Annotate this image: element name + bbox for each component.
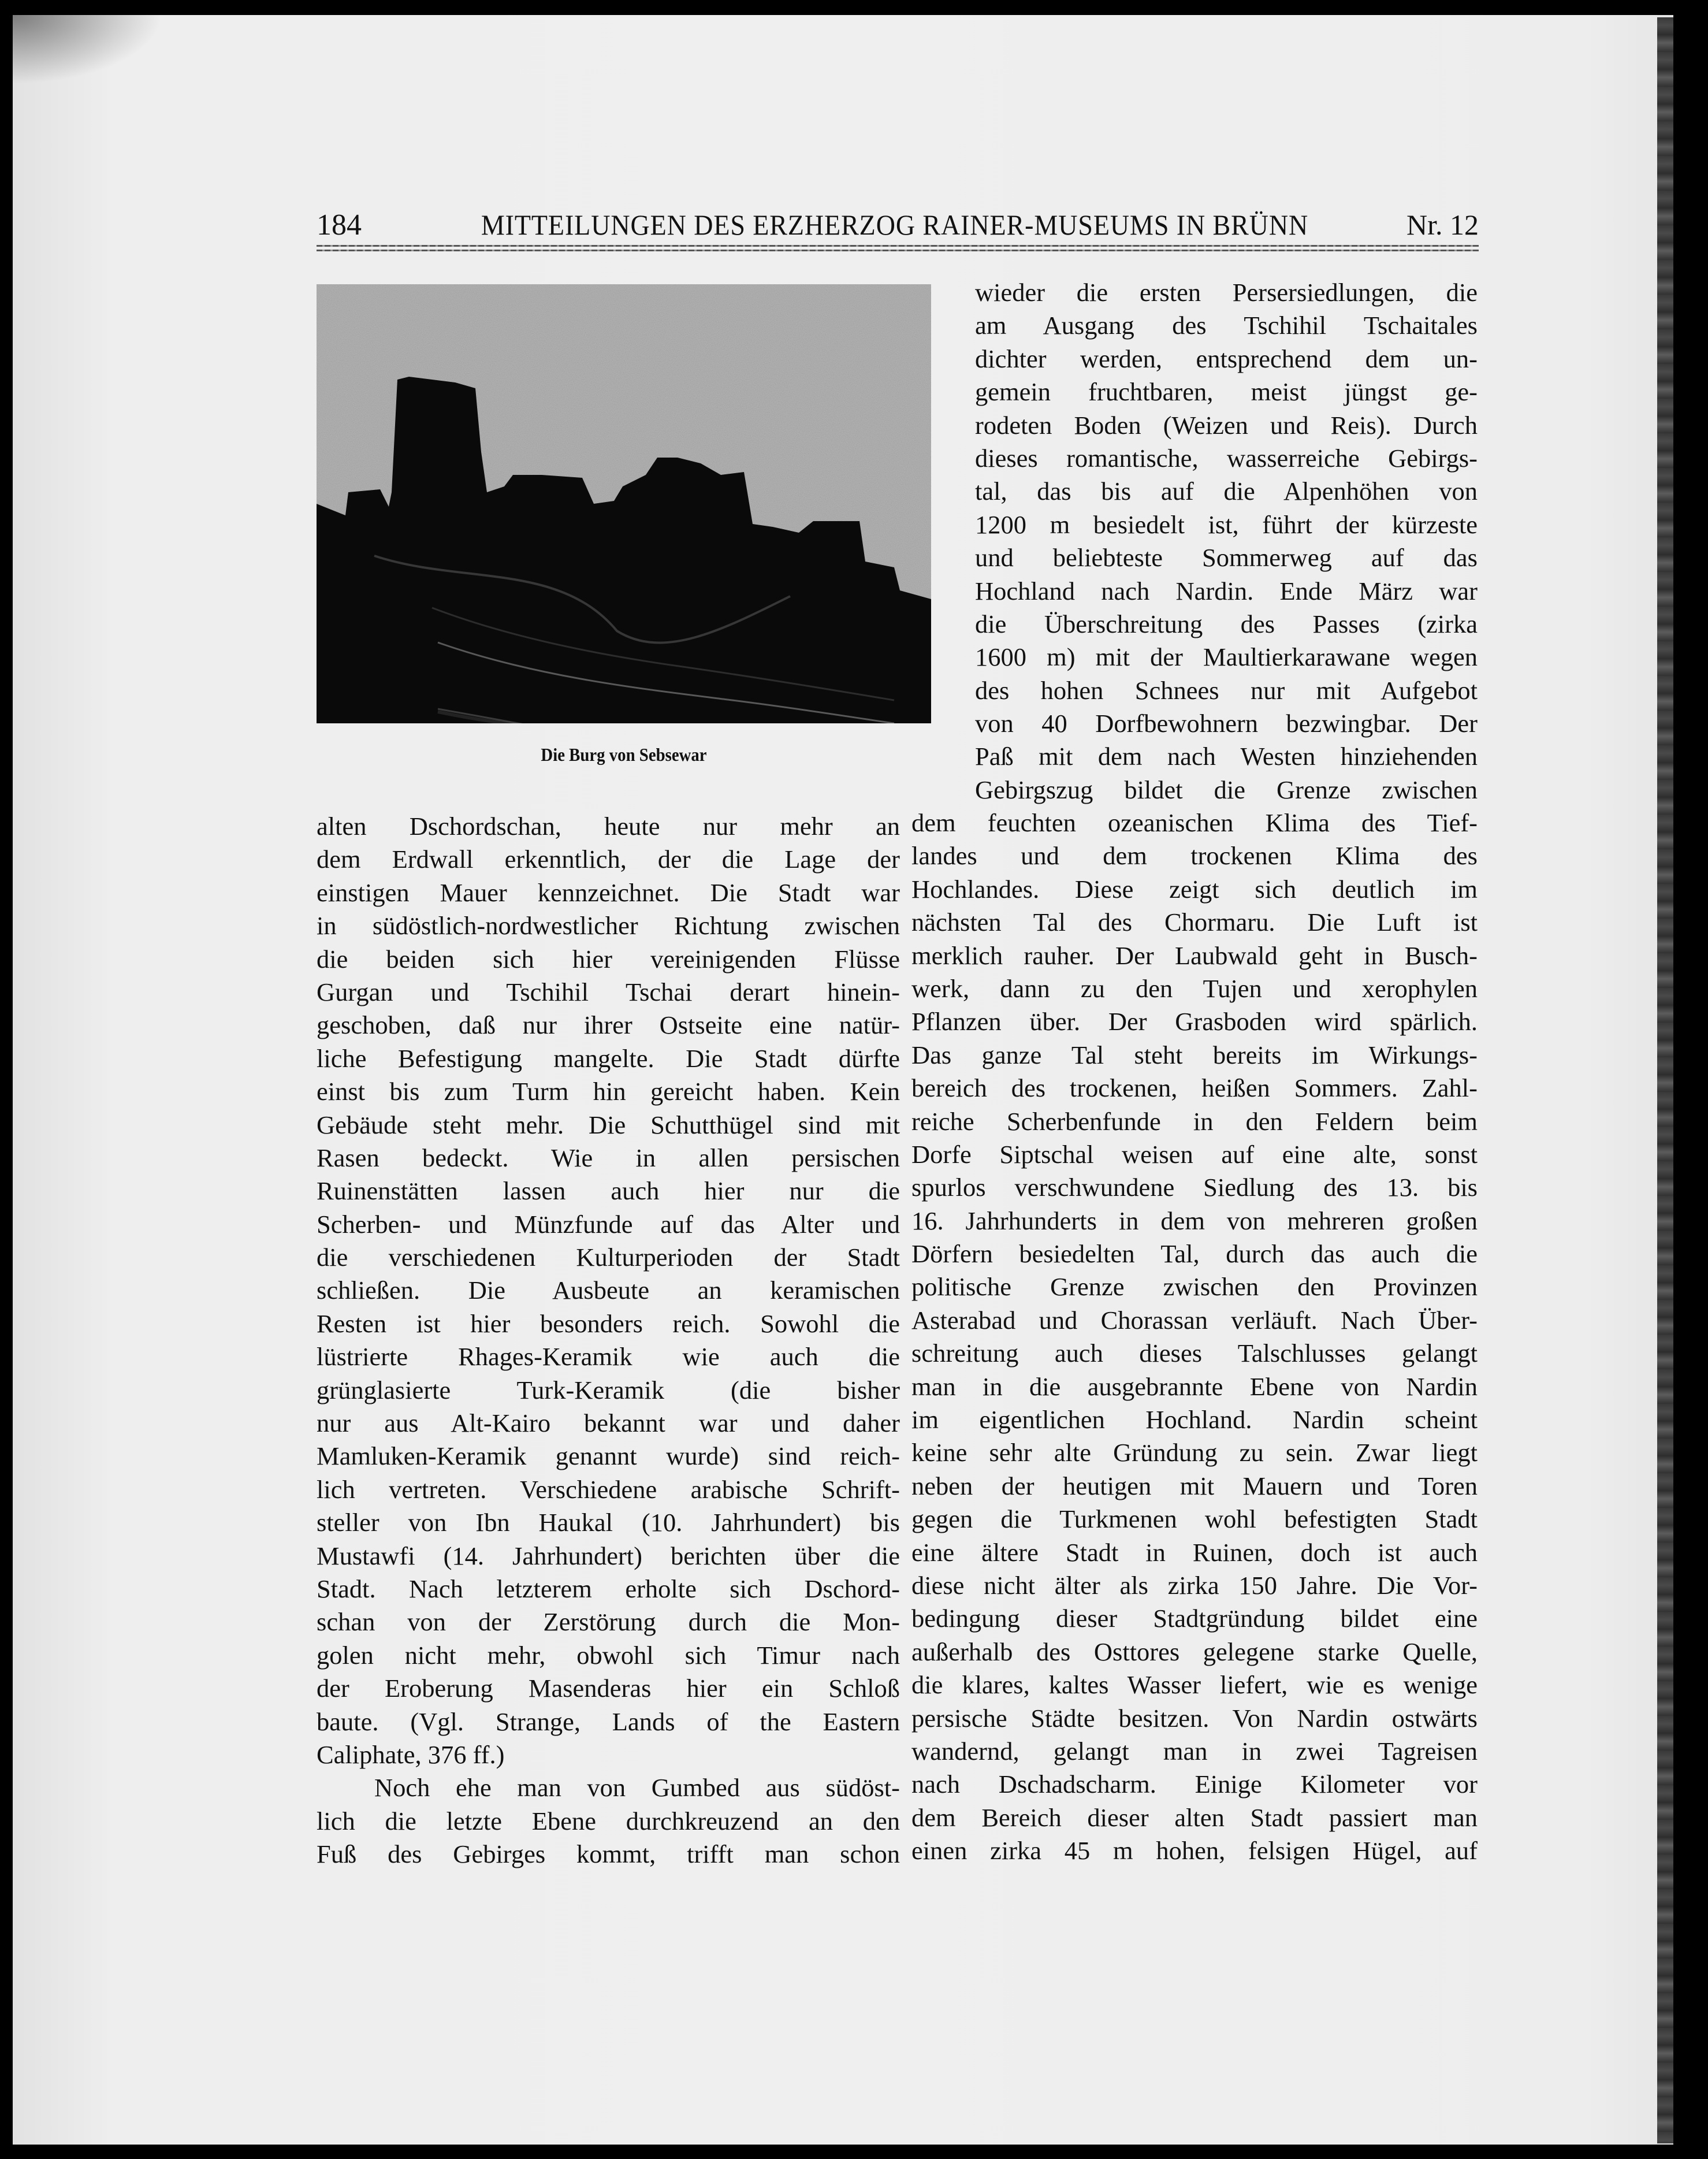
text-line: landes und dem trockenen Klima des	[911, 841, 1478, 871]
castle-photograph	[317, 284, 931, 723]
text-line: Hochlandes. Diese zeigt sich deutlich im	[911, 874, 1478, 904]
text-line: Caliphate, 376 ff.)	[317, 1740, 505, 1769]
text-line: politische Grenze zwischen den Provinzen	[911, 1272, 1478, 1302]
text-line: gegen die Turkmenen wohl befestigten Stadt	[911, 1504, 1478, 1534]
text-line: in südöstlich-nordwestlicher Richtung zwischen	[317, 911, 900, 941]
text-line: die Überschreitung des Passes (zirka	[975, 609, 1478, 638]
figure-caption: Die Burg von Sebsewar	[541, 744, 707, 765]
text-line: reiche Scherbenfunde in den Feldern beim	[911, 1106, 1478, 1136]
text-line: außerhalb des Osttores gelegene starke Quelle,	[911, 1637, 1478, 1666]
text-line: Stadt. Nach letzterem erholte sich Dschord-	[317, 1574, 900, 1603]
issue-number: Nr. 12	[1406, 209, 1479, 241]
text-line: wandernd, gelangt man in zwei Tagreisen	[911, 1736, 1478, 1766]
running-header	[317, 208, 1479, 243]
text-line: geschoben, daß nur ihrer Ostseite eine natür-	[317, 1010, 900, 1040]
header-rule-bottom	[317, 250, 1479, 251]
text-line: nach Dschadscharm. Einige Kilometer vor	[911, 1770, 1478, 1799]
text-line: Hochland nach Nardin. Ende März war	[975, 576, 1478, 605]
text-line: dichter werden, entsprechend dem un-	[975, 344, 1478, 373]
binding-edge	[1657, 17, 1673, 2143]
left-column-text	[317, 810, 900, 1871]
text-line: lüstrierte Rhages-Keramik wie auch die	[317, 1342, 900, 1372]
text-line: baute. (Vgl. Strange, Lands of the Eastern	[317, 1707, 900, 1736]
text-line: diese nicht älter als zirka 150 Jahre. Die Vor-	[911, 1570, 1478, 1600]
text-line: im eigentlichen Hochland. Nardin scheint	[911, 1405, 1478, 1435]
text-line: dem Erdwall erkenntlich, der die Lage der	[317, 845, 900, 874]
text-line: gemein fruchtbaren, meist jüngst ge-	[975, 377, 1478, 407]
text-line: schan von der Zerstörung durch die Mon-	[317, 1607, 900, 1637]
text-line: 1200 m besiedelt ist, führt der kürzeste	[975, 510, 1478, 539]
text-line: die beiden sich hier vereinigenden Flüsse	[317, 944, 900, 973]
text-line: man in die ausgebrannte Ebene von Nardin	[911, 1372, 1478, 1401]
text-line: Paß mit dem nach Westen hinziehenden	[975, 742, 1478, 771]
text-line: lich die letzte Ebene durchkreuzend an den	[317, 1806, 900, 1835]
text-line: 16. Jahrhunderts in dem von mehreren großen	[911, 1206, 1478, 1235]
text-line: merklich rauher. Der Laubwald geht in Busch-	[911, 941, 1478, 970]
text-line: alten Dschordschan, heute nur mehr an	[317, 812, 900, 841]
text-line: steller von Ibn Haukal (10. Jahrhundert) bis	[317, 1508, 900, 1537]
text-line: liche Befestigung mangelte. Die Stadt dürfte	[317, 1043, 900, 1073]
page-number: 184	[317, 209, 362, 241]
text-line: neben der heutigen mit Mauern und Toren	[911, 1471, 1478, 1500]
text-line: Mustawfi (14. Jahrhundert) berichten über die	[317, 1541, 900, 1570]
text-line: Pflanzen über. Der Grasboden wird spärlich.	[911, 1007, 1478, 1036]
text-line: Ruinenstätten lassen auch hier nur die	[317, 1176, 900, 1206]
text-line: Gurgan und Tschihil Tschai derart hinein-	[317, 977, 900, 1006]
text-line: und beliebteste Sommerweg auf das	[975, 543, 1478, 573]
text-line: eine ältere Stadt in Ruinen, doch ist auch	[911, 1537, 1478, 1567]
text-line: lich vertreten. Verschiedene arabische Schrift-	[317, 1474, 900, 1504]
text-line: Asterabad und Chorassan verläuft. Nach Über-	[911, 1305, 1478, 1335]
text-line: Rasen bedeckt. Wie in allen persischen	[317, 1143, 900, 1172]
text-line: 1600 m) mit der Maultierkarawane wegen	[975, 642, 1478, 672]
text-line: von 40 Dorfbewohnern bezwingbar. Der	[975, 709, 1478, 738]
text-line: bedingung dieser Stadtgründung bildet eine	[911, 1604, 1478, 1633]
text-line: dem feuchten ozeanischen Klima des Tief-	[911, 808, 1478, 837]
text-line: Gebäude steht mehr. Die Schutthügel sind mit	[317, 1110, 900, 1139]
text-line: Dörfern besiedelten Tal, durch das auch die	[911, 1239, 1478, 1269]
text-line: schreitung auch dieses Talschlusses gelangt	[911, 1339, 1478, 1368]
text-line: der Eroberung Masenderas hier ein Schloß	[317, 1674, 900, 1703]
text-line: Resten ist hier besonders reich. Sowohl die	[317, 1309, 900, 1338]
text-line: einst bis zum Turm hin gereicht haben. Kein	[317, 1077, 900, 1106]
scan-shadow	[13, 15, 163, 84]
text-line: spurlos verschwundene Siedlung des 13. bis	[911, 1173, 1478, 1202]
text-line: nächsten Tal des Chormaru. Die Luft ist	[911, 908, 1478, 937]
text-line: bereich des trockenen, heißen Sommers. Zahl-	[911, 1073, 1478, 1103]
text-line: am Ausgang des Tschihil Tschaitales	[975, 311, 1478, 340]
journal-title: MITTEILUNGEN DES ERZHERZOG RAINER-MUSEUMS IN BRÜNN	[481, 209, 1309, 241]
text-line: Dorfe Siptschal weisen auf eine alte, sonst	[911, 1139, 1478, 1169]
text-line: nur aus Alt-Kairo bekannt war und daher	[317, 1409, 900, 1438]
text-line: schließen. Die Ausbeute an keramischen	[317, 1276, 900, 1305]
text-line: dieses romantische, wasserreiche Gebirgs-	[975, 443, 1478, 473]
text-line: grünglasierte Turk-Keramik (die bisher	[317, 1375, 900, 1404]
text-line: golen nicht mehr, obwohl sich Timur nach	[317, 1640, 900, 1670]
castle-silhouette-image	[317, 284, 931, 723]
scan-border-right	[1673, 0, 1708, 2159]
text-line: einstigen Mauer kennzeichnet. Die Stadt war	[317, 878, 900, 907]
text-line: Mamluken-Keramik genannt wurde) sind reich-	[317, 1441, 900, 1471]
text-line: die verschiedenen Kulturperioden der Stadt	[317, 1243, 900, 1272]
text-line: die klares, kaltes Wasser liefert, wie es wenige	[911, 1670, 1478, 1700]
text-line: persische Städte besitzen. Von Nardin ostwärts	[911, 1703, 1478, 1733]
text-line: werk, dann zu den Tujen und xerophylen	[911, 973, 1478, 1003]
text-line: rodeten Boden (Weizen und Reis). Durch	[975, 410, 1478, 440]
text-line: Fuß des Gebirges kommt, trifft man schon	[317, 1840, 900, 1869]
text-line: Scherben- und Münzfunde auf das Alter und	[317, 1209, 900, 1239]
header-rule-top	[317, 245, 1479, 247]
text-line: Das ganze Tal steht bereits im Wirkungs-	[911, 1040, 1478, 1069]
text-line: des hohen Schnees nur mit Aufgebot	[975, 675, 1478, 705]
text-line: einen zirka 45 m hohen, felsigen Hügel, auf	[911, 1836, 1478, 1866]
text-line: tal, das bis auf die Alpenhöhen von	[975, 477, 1478, 506]
text-line: keine sehr alte Gründung zu sein. Zwar liegt	[911, 1438, 1478, 1467]
right-column-text	[911, 807, 1478, 1868]
paragraph-start-line: Noch ehe man von Gumbed aus südöst-	[374, 1773, 900, 1803]
text-line: Gebirgszug bildet die Grenze zwischen	[975, 775, 1478, 804]
text-line: dem Bereich dieser alten Stadt passiert man	[911, 1803, 1478, 1832]
right-column-top-text	[975, 276, 1478, 807]
text-line: wieder die ersten Persersiedlungen, die	[975, 278, 1478, 307]
